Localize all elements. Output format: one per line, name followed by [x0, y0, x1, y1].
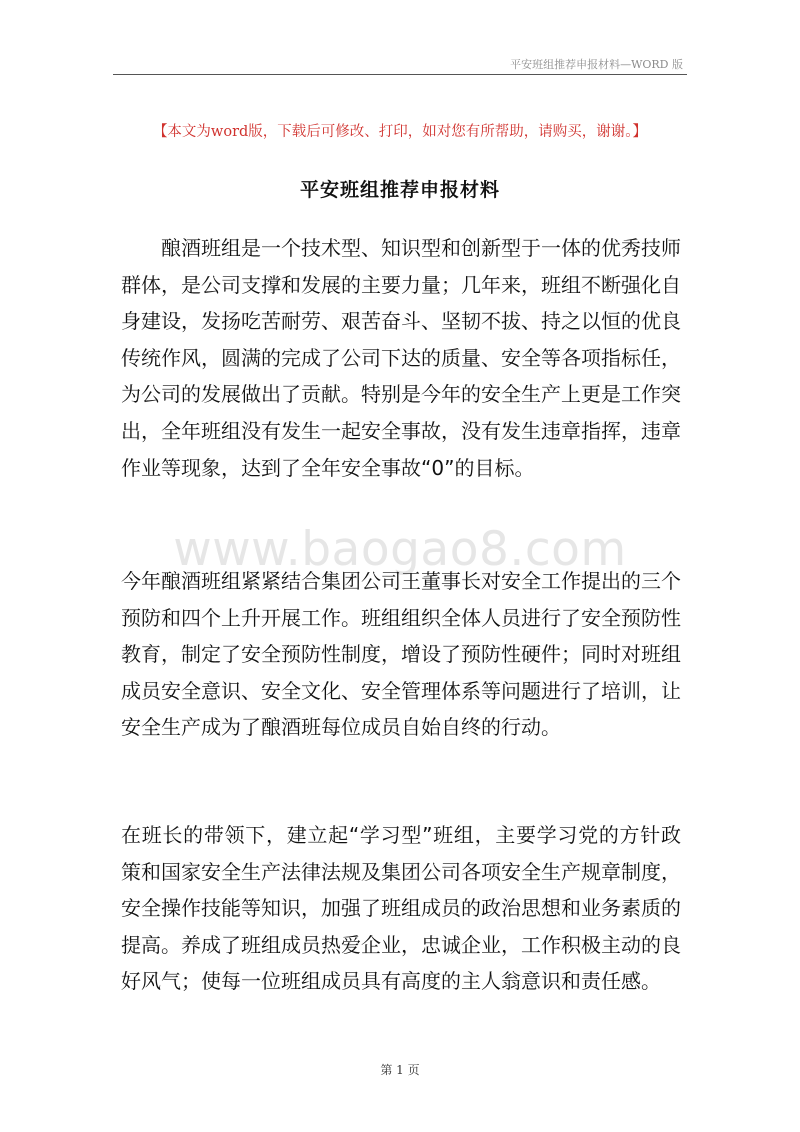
- watermark-text: www.baogao8.com: [173, 522, 627, 577]
- page-number: 第 1 页: [380, 1063, 420, 1077]
- body-paragraph-3: 在班长的带领下，建立起“学习型”班组，主要学习党的方针政策和国家安全生产法律法规及集团公司各项安全生产规章制度，安全操作技能等知识，加强了班组成员的政治思想和业务素质的提高。养成了班组成员热爱企业，忠诚企业，工作积极主动的良好风气；使每一位班组成员具有高度的主人翁意识和责任感。: [121, 823, 681, 994]
- document-title: 平安班组推荐申报材料: [299, 179, 500, 201]
- header-divider: [113, 74, 687, 75]
- running-header: 平安班组推荐申报材料—WORD 版: [510, 58, 683, 71]
- purchase-notice: 【本文为word版，下载后可修改、打印，如对您有所帮助，请购买，谢谢。】: [152, 124, 648, 140]
- body-paragraph-1: 酿酒班组是一个技术型、知识型和创新型于一体的优秀技师群体，是公司支撑和发展的主要力量；几年来，班组不断强化自身建设，发扬吃苦耐劳、艰苦奋斗、坚韧不拔、持之以恒的优良传统作风，圆满的完成了公司下达的质量、安全等各项指标任，为公司的发展做出了贡献。特别是今年的安全生产上更是工作突出，全年班组没有发生一起安全事故，没有发生违章指挥，违章作业等现象，达到了全年安全事故“0”的目标。: [121, 236, 681, 480]
- body-paragraph-2: 今年酿酒班组紧紧结合集团公司王董事长对安全工作提出的三个预防和四个上升开展工作。班组组织全体人员进行了安全预防性教育，制定了安全预防性制度，增设了预防性硬件；同时对班组成员安全意识、安全文化、安全管理体系等问题进行了培训，让安全生产成为了酿酒班每位成员自始自终的行动。: [121, 569, 681, 740]
